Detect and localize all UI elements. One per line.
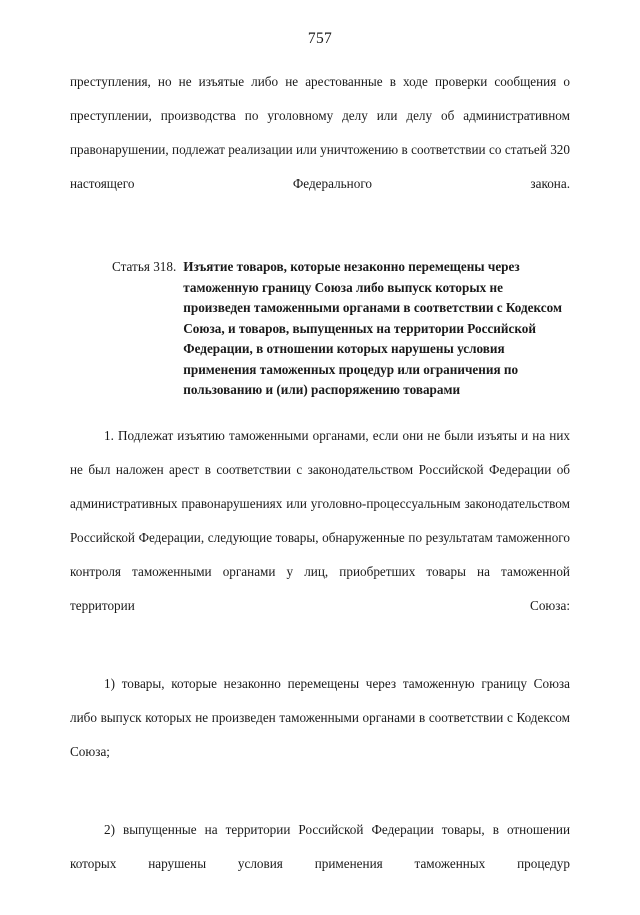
page-body [70,65,570,915]
paragraph-continuation: преступления, но не изъятые либо не арестованные в ходе проверки сообщения о преступлении, производства по уголовному делу или делу об административном правонарушении, подлежат реализации или уничтожению в соответствии со статьей 320 настоящего Федерального закона. [70,74,570,191]
article-title: Изъятие товаров, которые незаконно перемещены через таможенную границу Союза либо выпуск которых не произведен таможенными органами в соответствии с Кодексом Союза, и товаров, выпущенных на территории Российской Федерации, в отношении которых нарушены условия применения таможенных процедур или ограничения по пользованию и (или) распоряжению товарами [183,259,562,397]
page-number: 757 [307,30,333,47]
subclause-2: 2) выпущенные на территории Российской Федерации товары, в отношении которых нарушены условия применения таможенных процедур [70,821,570,871]
article-heading [70,257,570,401]
clause-1: 1. Подлежат изъятию таможенными органами, если они не были изъяты и на них не был наложен арест в соответствии с законодательством Российской Федерации об административных правонарушениях или уголовно-процессуальным законодательством Российской Федерации, следующие товары, обнаруженные по результатам таможенного контроля таможенными органами у лиц, приобретших товары на таможенной территории Союза: [70,427,570,613]
article-number: Статья 318. [112,259,177,274]
subclause-1: 1) товары, которые незаконно перемещены через таможенную границу Союза либо выпуск которых не произведен таможенными органами в соответствии с Кодексом Союза; [70,675,570,759]
